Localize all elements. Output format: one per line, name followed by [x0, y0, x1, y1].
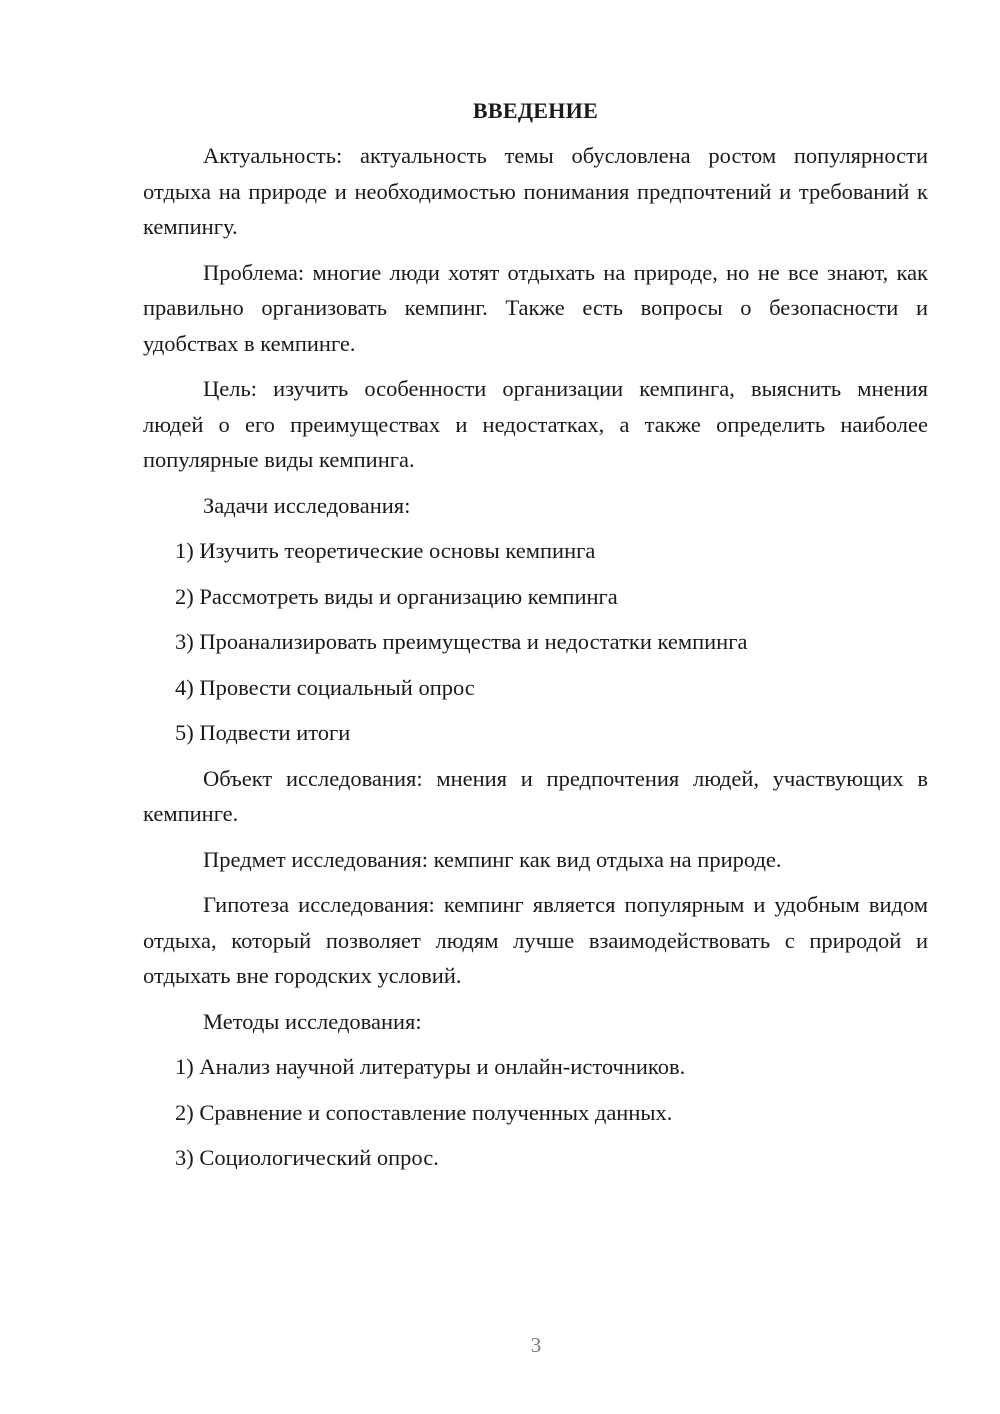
page-number: 3	[530, 1333, 542, 1357]
task-item: 2) Рассмотреть виды и организацию кемпинга	[175, 583, 618, 609]
task-item: 4) Провести социальный опрос	[175, 674, 475, 700]
page-title: ВВЕДЕНИЕ	[472, 98, 599, 123]
problem-paragraph: Проблема: многие люди хотят отдыхать на природе, но не все знают, как правильно организовать кемпинг. Также есть вопросы о безопасности и удобствах в кемпинге.	[143, 259, 928, 356]
relevance-paragraph: Актуальность: актуальность темы обусловлена ростом популярности отдыха на природе и необходимостью понимания предпочтений и требований к кемпингу.	[143, 143, 928, 239]
task-item: 3) Проанализировать преимущества и недостатки кемпинга	[175, 629, 748, 654]
tasks-title: Задачи исследования:	[203, 492, 411, 518]
method-item: 3) Социологический опрос.	[175, 1145, 439, 1170]
task-item: 1) Изучить теоретические основы кемпинга	[175, 538, 596, 563]
object-paragraph: Объект исследования: мнения и предпочтения людей, участвующих в кемпинге.	[143, 765, 928, 826]
method-item: 2) Сравнение и сопоставление полученных данных.	[175, 1099, 673, 1125]
subject-paragraph: Предмет исследования: кемпинг как вид отдыха на природе.	[203, 846, 782, 872]
method-item: 1) Анализ научной литературы и онлайн-источников.	[175, 1054, 686, 1079]
page-content	[143, 95, 928, 1186]
methods-title: Методы исследования:	[203, 1008, 422, 1034]
hypothesis-paragraph: Гипотеза исследования: кемпинг является популярным и удобным видом отдыха, который позволяет людям лучше взаимодействовать с природой и отдыхать вне городских условий.	[143, 892, 928, 988]
task-item: 5) Подвести итоги	[175, 720, 351, 745]
goal-paragraph: Цель: изучить особенности организации кемпинга, выяснить мнения людей о его преимуществах и недостатках, а также определить наиболее популярные виды кемпинга.	[143, 376, 928, 472]
